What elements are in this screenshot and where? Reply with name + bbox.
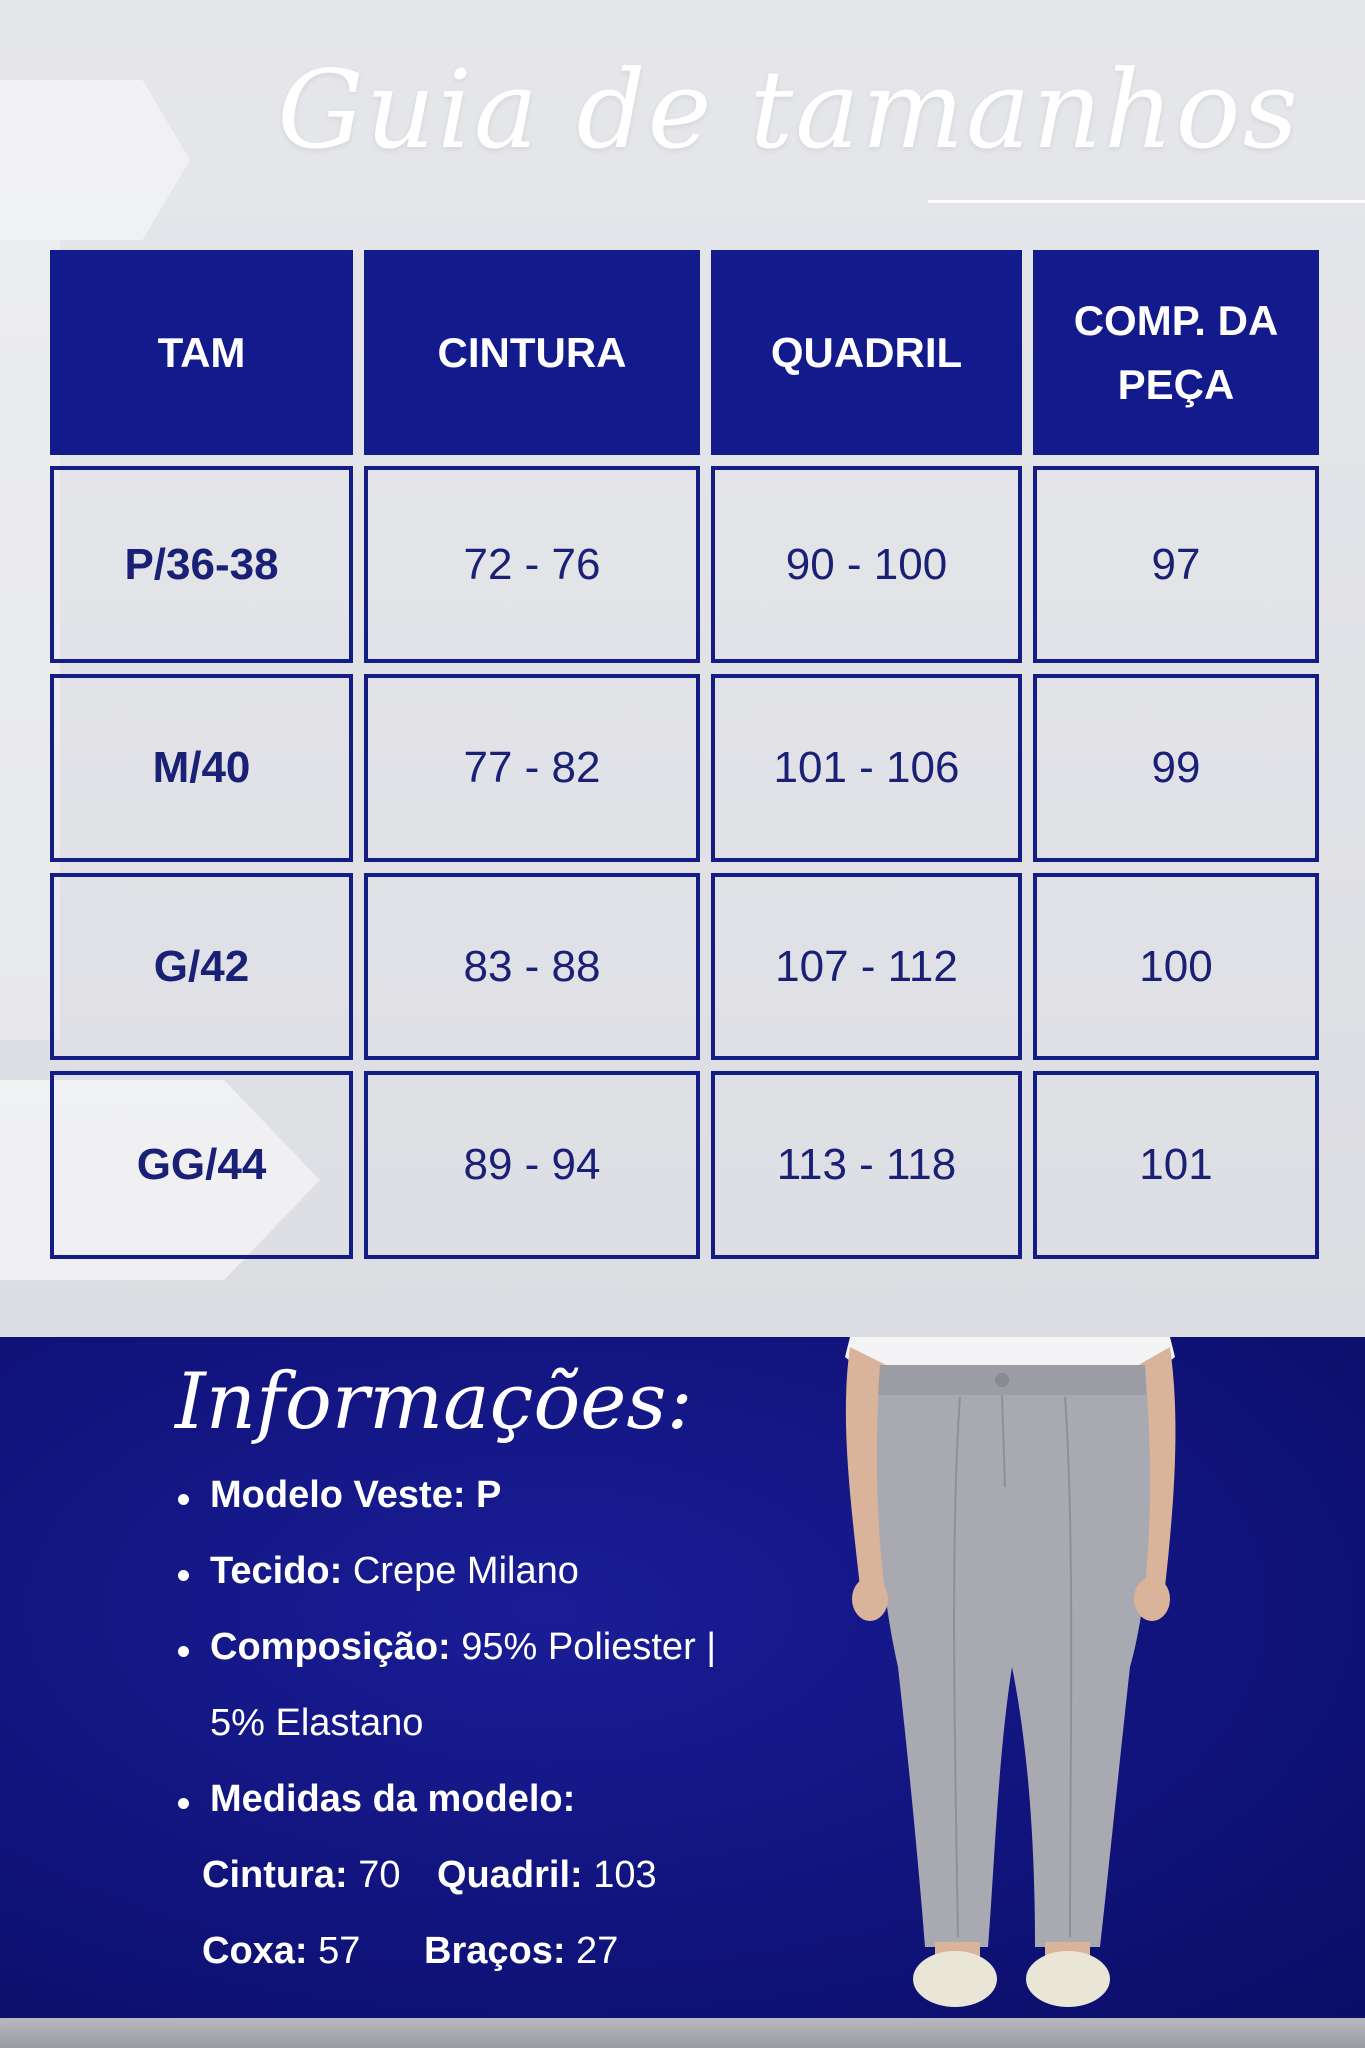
info-composicao <box>210 1626 716 1669</box>
info-tecido-label: Tecido: <box>210 1550 343 1592</box>
info-cintura-label: Cintura: <box>202 1854 348 1896</box>
table-cell-cintura: 77 - 82 <box>364 674 700 862</box>
info-composicao-label: Composição: <box>210 1626 451 1668</box>
table-cell-quadril: 107 - 112 <box>711 873 1022 1060</box>
info-tecido-value: Crepe Milano <box>342 1550 579 1592</box>
bullet-icon <box>178 1646 189 1657</box>
table-cell-cintura: 83 - 88 <box>364 873 700 1060</box>
table-cell-size: M/40 <box>50 674 353 862</box>
info-composicao-value: 95% Poliester | <box>450 1626 717 1668</box>
bullet-icon <box>178 1798 189 1809</box>
info-composicao-cont <box>210 1702 423 1745</box>
header-tam: TAM <box>50 250 353 455</box>
info-quadril <box>437 1854 657 1897</box>
info-medidas-label: Medidas da modelo: <box>210 1778 576 1820</box>
info-medidas <box>210 1778 575 1821</box>
table-cell-comp: 99 <box>1033 674 1319 862</box>
header-quadril: QUADRIL <box>711 250 1022 455</box>
title-underline <box>928 200 1365 203</box>
info-modelo-label: Modelo Veste: P <box>210 1474 502 1516</box>
table-cell-size: GG/44 <box>50 1071 353 1259</box>
info-quadril-value: 103 <box>582 1854 657 1896</box>
info-section <box>0 1337 1365 2018</box>
size-table <box>50 250 1319 1259</box>
table-cell-size: G/42 <box>50 873 353 1060</box>
header-comp-da-peca: COMP. DA PEÇA <box>1033 250 1319 455</box>
header-cintura: CINTURA <box>364 250 700 455</box>
info-coxa-label: Coxa: <box>202 1930 308 1972</box>
info-bracos-label: Braços: <box>424 1930 566 1972</box>
table-cell-cintura: 72 - 76 <box>364 466 700 663</box>
table-cell-quadril: 101 - 106 <box>711 674 1022 862</box>
info-coxa-value: 57 <box>307 1930 361 1972</box>
bottom-strip <box>0 2018 1365 2048</box>
info-bracos-value: 27 <box>565 1930 619 1972</box>
bullet-icon <box>178 1570 189 1581</box>
page-title: Guia de tamanhos <box>277 48 1300 173</box>
info-title: Informações: <box>175 1357 693 1447</box>
table-cell-size: P/36-38 <box>50 466 353 663</box>
table-cell-comp: 101 <box>1033 1071 1319 1259</box>
info-modelo <box>210 1474 501 1517</box>
info-tecido <box>210 1550 579 1593</box>
table-cell-quadril: 113 - 118 <box>711 1071 1022 1259</box>
model-photo <box>830 1337 1190 2018</box>
bullet-icon <box>178 1494 189 1505</box>
info-bracos <box>424 1930 618 1973</box>
decorative-shape <box>0 80 190 240</box>
info-quadril-label: Quadril: <box>437 1854 583 1896</box>
table-cell-quadril: 90 - 100 <box>711 466 1022 663</box>
table-cell-cintura: 89 - 94 <box>364 1071 700 1259</box>
info-composicao-value-2: 5% Elastano <box>210 1702 424 1744</box>
info-coxa <box>202 1930 360 1973</box>
table-cell-comp: 100 <box>1033 873 1319 1060</box>
info-cintura <box>202 1854 400 1897</box>
table-cell-comp: 97 <box>1033 466 1319 663</box>
info-cintura-value: 70 <box>347 1854 401 1896</box>
